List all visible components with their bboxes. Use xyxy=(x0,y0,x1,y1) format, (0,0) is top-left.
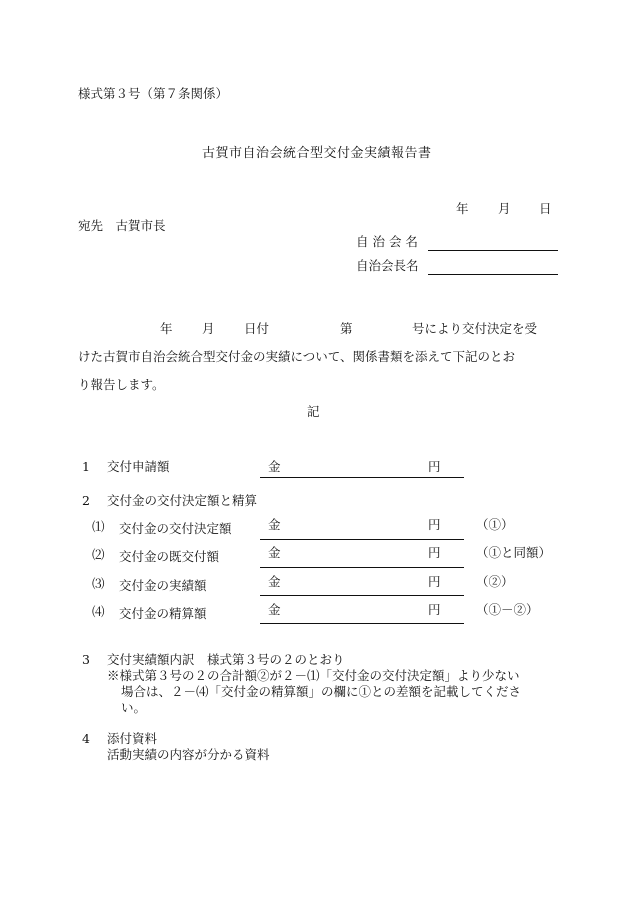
date-day: 日 xyxy=(539,201,552,216)
sub3-note: （②） xyxy=(476,574,514,589)
sub3-yen: 円 xyxy=(428,574,441,589)
sub1-note: （①） xyxy=(476,517,514,532)
body-line-2: けた古賀市自治会統合型交付金の実績について、関係書類を添えて下記のとお xyxy=(78,349,516,364)
item4-label: 添付資料 xyxy=(107,731,158,746)
sub3-label: 交付金の実績額 xyxy=(119,578,207,593)
item4-number: 4 xyxy=(82,731,90,746)
form-number: 様式第３号（第７条関係） xyxy=(78,86,229,101)
association-name-label: 自 治 会 名 xyxy=(356,234,418,249)
sub4-note: （①－②） xyxy=(476,602,539,617)
sub1-kin: 金 xyxy=(268,517,281,532)
sub2-kin: 金 xyxy=(268,545,281,560)
sub4-kin: 金 xyxy=(268,602,281,617)
sub2-yen: 円 xyxy=(428,545,441,560)
ki-heading: 記 xyxy=(307,404,320,419)
item3-label: 交付実績額内訳 様式第３号の２のとおり xyxy=(107,652,345,667)
sub1-yen: 円 xyxy=(428,517,441,532)
sub1-number: ⑴ xyxy=(92,519,105,534)
body-year: 年 xyxy=(160,321,173,336)
sub3-kin: 金 xyxy=(268,574,281,589)
sub2-label: 交付金の既交付額 xyxy=(119,549,220,564)
item1-number: 1 xyxy=(82,459,90,474)
body-line-3: り報告します。 xyxy=(78,377,165,392)
sub2-note: （①と同額） xyxy=(476,545,552,560)
item2-number: 2 xyxy=(82,493,90,508)
sub4-amount-field[interactable] xyxy=(260,623,464,624)
leader-name-label: 自治会長名 xyxy=(356,258,419,273)
sub4-number: ⑷ xyxy=(92,604,105,619)
sub1-label: 交付金の交付決定額 xyxy=(119,521,232,536)
item1-yen: 円 xyxy=(428,459,441,474)
item3-note-line1: ※様式第３号の２の合計額②が２－⑴「交付金の交付決定額」より少ない xyxy=(107,668,520,683)
item1-label: 交付申請額 xyxy=(107,459,170,474)
document-title: 古賀市自治会統合型交付金実績報告書 xyxy=(202,146,432,161)
item2-label: 交付金の交付決定額と精算 xyxy=(107,493,258,508)
sub2-number: ⑵ xyxy=(92,547,105,562)
body-go: 号により交付決定を受 xyxy=(412,321,538,336)
item3-note-line3: い。 xyxy=(121,700,147,715)
association-name-field[interactable] xyxy=(428,250,558,251)
sub2-amount-field[interactable] xyxy=(260,567,464,568)
sub4-label: 交付金の精算額 xyxy=(119,606,207,621)
item4-detail: 活動実績の内容が分かる資料 xyxy=(107,747,270,762)
item1-kin: 金 xyxy=(268,459,281,474)
leader-name-field[interactable] xyxy=(428,274,558,275)
body-dai: 第 xyxy=(340,321,353,336)
item1-amount-field[interactable] xyxy=(260,477,464,478)
body-day-attached: 日付 xyxy=(244,321,270,336)
sub4-yen: 円 xyxy=(428,602,441,617)
body-month: 月 xyxy=(202,321,215,336)
date-month: 月 xyxy=(498,201,511,216)
sub3-number: ⑶ xyxy=(92,576,105,591)
sub3-amount-field[interactable] xyxy=(260,595,464,596)
date-year: 年 xyxy=(456,201,469,216)
item3-number: 3 xyxy=(82,652,90,667)
item3-note-line2: 場合は、２－⑷「交付金の精算額」の欄に①との差額を記載してくださ xyxy=(121,684,522,699)
addressee: 宛先 古賀市長 xyxy=(78,218,166,233)
sub1-amount-field[interactable] xyxy=(260,539,464,540)
